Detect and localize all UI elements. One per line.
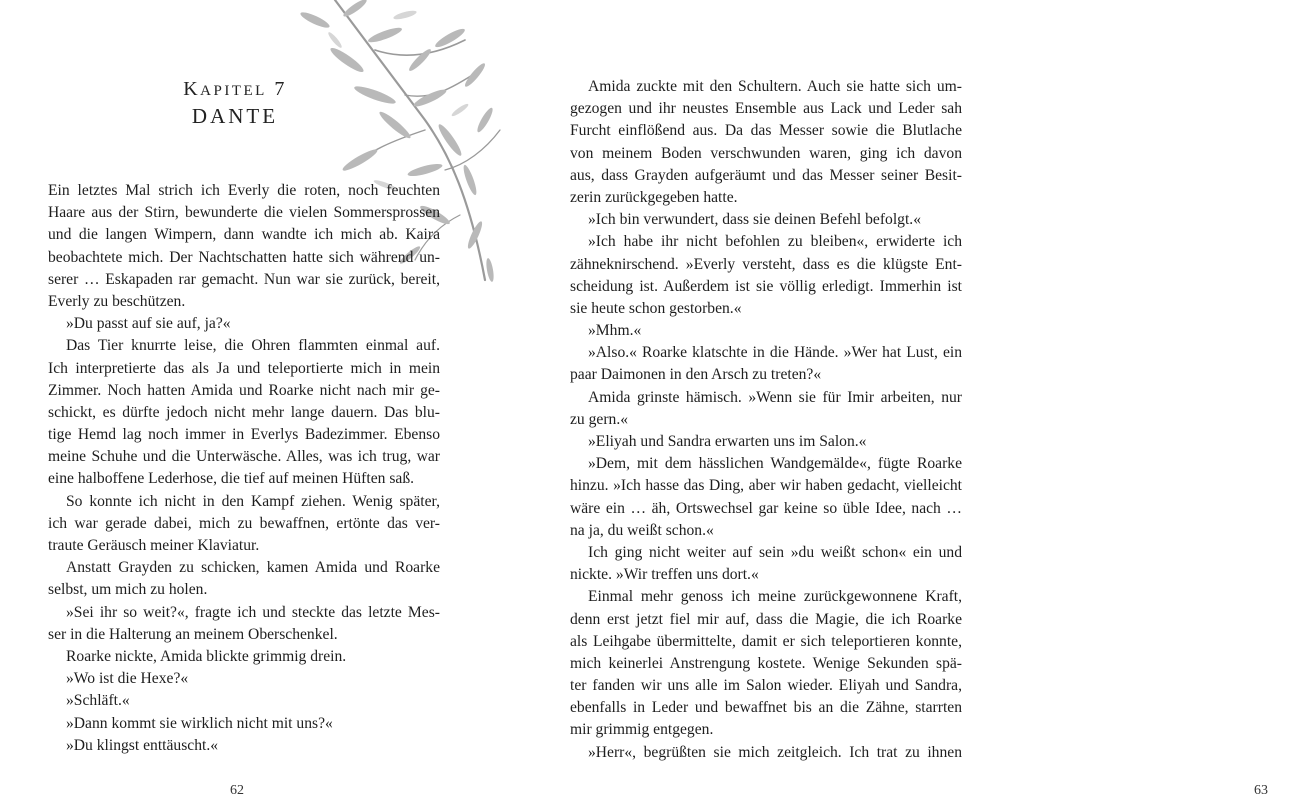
- text-line: mir grimmig entgegen.: [570, 721, 714, 739]
- text-line: paar Daimonen in den Arsch zu treten?«: [570, 366, 822, 384]
- text-line: Everly zu beschützen.: [48, 292, 186, 310]
- text-line: »Also.« Roarke klatschte in die Hände. »Wer hat Lust, ein: [588, 344, 962, 362]
- text-line: Anstatt Grayden zu schicken, kamen Amida und Roarke: [66, 559, 440, 577]
- chapter-label-initial: K: [183, 78, 201, 100]
- text-line: hinzu. »Ich hasse das Ding, aber wir haben gedacht, vielleicht: [570, 477, 962, 495]
- text-line: ebenfalls in Leder und bewaffnet bis an die Zähne, starrten: [570, 699, 962, 717]
- text-line: tige Hemd lag noch immer in Everlys Badezimmer. Ebenso: [48, 426, 440, 444]
- text-line: Ein letztes Mal strich ich Everly die roten, noch feuchten: [48, 182, 440, 199]
- text-line: »Du passt auf sie auf, ja?«: [66, 315, 231, 333]
- text-line: zu gern.«: [570, 410, 629, 428]
- text-line: »Dann kommt sie wirklich nicht mit uns?«: [66, 714, 333, 732]
- text-line: Roarke nickte, Amida blickte grimmig drein.: [66, 647, 347, 665]
- text-line: Das Tier knurrte leise, die Ohren flammten einmal auf.: [66, 337, 440, 355]
- text-line: Ich ging nicht weiter auf sein »du weißt schon« ein und: [588, 543, 962, 561]
- text-line: »Mhm.«: [588, 322, 642, 340]
- left-page-text: [48, 180, 440, 757]
- text-line: meine Schuhe und die Unterwäsche. Alles, was ich trug, war: [48, 448, 440, 466]
- text-line: gezogen und ihr neustes Ensemble aus Lack und Leder sah: [570, 100, 962, 118]
- text-line: beobachtete mich. Der Nachtschatten hatte sich während un-: [48, 248, 440, 266]
- text-line: ser in die Halterung an meinem Oberschenkel.: [48, 625, 338, 643]
- text-line: sie heute schon gestorben.«: [570, 299, 742, 317]
- text-line: scheidung ist. Außerdem ist sie völlig erledigt. Immerhin ist: [570, 277, 962, 295]
- chapter-label-smallcaps: APITEL: [200, 83, 267, 99]
- text-line: »Ich bin verwundert, dass sie deinen Befehl befolgt.«: [588, 211, 922, 229]
- text-line: als Leihgabe übermittelte, damit er sich teleportieren konnte,: [570, 632, 962, 650]
- text-line: »Schläft.«: [66, 692, 130, 710]
- text-line: Zimmer. Noch hatten Amida und Roarke nicht nach mir ge-: [48, 381, 440, 399]
- text-line: ter fanden wir uns alle im Salon wieder. Eliyah und Sandra,: [570, 677, 962, 695]
- text-line: zerin zurückgegeben hatte.: [570, 188, 738, 206]
- page-number-left: 62: [230, 783, 244, 798]
- text-line: Furcht einflößend aus. Da das Messer sowie die Blutlache: [570, 122, 962, 140]
- text-line: »Herr«, begrüßten sie mich zeitgleich. Ich trat zu ihnen: [588, 743, 962, 761]
- text-line: Amida zuckte mit den Schultern. Auch sie hatte sich um-: [588, 78, 962, 95]
- text-line: So konnte ich nicht in den Kampf ziehen. Wenig später,: [66, 492, 440, 510]
- chapter-title: DANTE: [191, 104, 279, 128]
- text-line: wäre ein … äh, Ortswechsel gar keine so üble Idee, nach …: [570, 499, 962, 517]
- chapter-number: 7: [274, 78, 287, 100]
- text-line: »Du klingst enttäuscht.«: [66, 736, 219, 754]
- left-page: [0, 0, 500, 800]
- text-line: serer … Eskapaden rar gemacht. Nun war sie zurück, bereit,: [48, 270, 440, 288]
- text-line: traute Geräusch meiner Klaviatur.: [48, 537, 260, 554]
- text-line: mich keinerlei Anstrengung kostete. Wenige Sekunden spä-: [570, 654, 962, 672]
- text-line: ich war gerade dabei, mich zu bewaffnen, ertönte das ver-: [48, 514, 440, 532]
- text-line: Amida grinste hämisch. »Wenn sie für Imir arbeiten, nur: [588, 388, 962, 406]
- text-line: Ich interpretierte das als Ja und teleportierte mich in mein: [48, 359, 440, 377]
- text-line: »Ich habe ihr nicht befohlen zu bleiben«, erwiderte ich: [588, 233, 962, 251]
- text-line: Einmal mehr genoss ich meine zurückgewonnene Kraft,: [588, 588, 962, 606]
- text-line: »Wo ist die Hexe?«: [66, 670, 189, 688]
- chapter-label: [130, 78, 340, 101]
- text-line: »Dem, mit dem hässlichen Wandgemälde«, fügte Roarke: [588, 455, 962, 473]
- text-line: Haare aus der Stirn, bewunderte die vielen Sommersprossen: [48, 204, 440, 222]
- text-line: na ja, du weißt schon.«: [570, 521, 714, 539]
- text-line: schickt, es dürfte jedoch nicht mehr lange dauern. Das blu-: [48, 403, 440, 421]
- text-line: zähneknirschend. »Everly versteht, dass es die klügste Ent-: [570, 255, 962, 273]
- text-line: denn erst jetzt fiel mir auf, dass die Magie, die ich Roarke: [570, 610, 962, 628]
- text-line: und die langen Wimpern, dann wandte ich mich ab. Kaira: [48, 226, 440, 244]
- page-number-right: 63: [1254, 783, 1268, 798]
- right-page-text: [570, 76, 962, 764]
- text-line: von meinem Boden verschwunden waren, ging ich davon: [570, 144, 962, 162]
- text-line: aus, dass Grayden aufgeräumt und das Messer seiner Besit-: [570, 166, 962, 184]
- text-line: nickte. »Wir treffen uns dort.«: [570, 566, 759, 584]
- text-line: selbst, um mich zu holen.: [48, 581, 208, 599]
- text-line: »Sei ihr so weit?«, fragte ich und steckte das letzte Mes-: [66, 603, 440, 621]
- text-line: »Eliyah und Sandra erwarten uns im Salon.«: [588, 433, 867, 450]
- text-line: eine halboffene Lederhose, die tief auf meinen Hüften saß.: [48, 470, 415, 488]
